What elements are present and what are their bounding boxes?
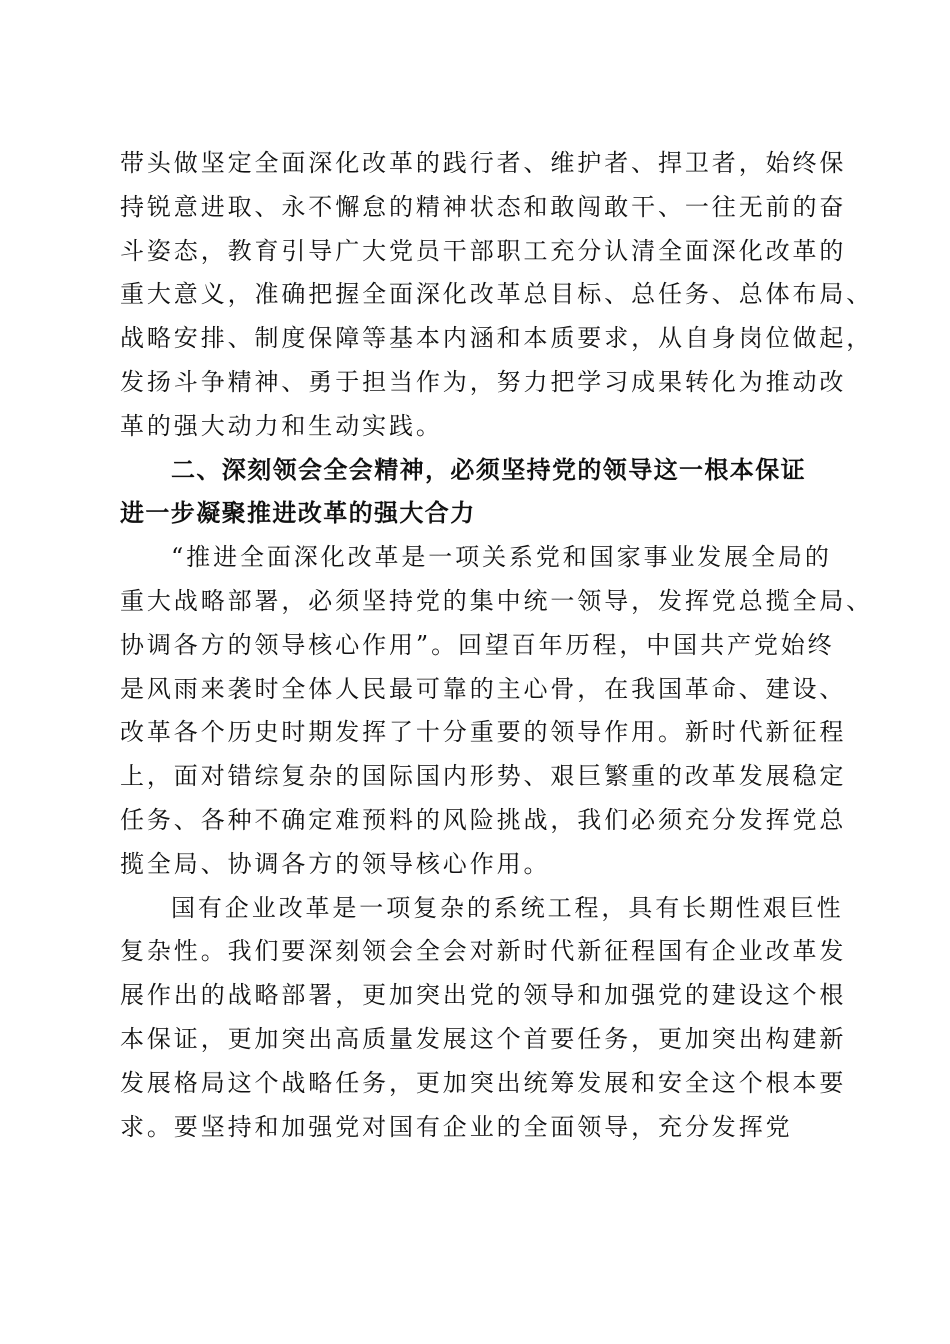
text-line: 国有企业改革是一项复杂的系统工程，具有长期性艰巨性 [171, 893, 844, 922]
text-line: 上，面对错综复杂的国际国内形势、艰巨繁重的改革发展稳定 [120, 762, 847, 791]
text-line: 展作出的战略部署，更加突出党的领导和加强党的建设这个根 [120, 981, 847, 1010]
section-heading [120, 449, 832, 537]
text-line: 协调各方的领导核心作用”。回望百年历程，中国共产党始终 [120, 630, 835, 659]
text-line: 革的强大动力和生动实践。 [120, 411, 443, 440]
paragraph-1 [120, 142, 874, 449]
text-line: 本保证，更加突出高质量发展这个首要任务，更加突出构建新 [120, 1024, 847, 1053]
text-line: 发扬斗争精神、勇于担当作为，努力把学习成果转化为推动改 [120, 367, 847, 396]
text-line: 持锐意进取、永不懈怠的精神状态和敢闯敢干、一往无前的奋 [120, 192, 847, 221]
text-line: 是风雨来袭时全体人民最可靠的主心骨，在我国革命、建设、 [120, 674, 847, 703]
text-line: 求。要坚持和加强党对国有企业的全面领导，充分发挥党 [120, 1112, 793, 1141]
text-line: 带头做坚定全面深化改革的践行者、维护者、捍卫者，始终保 [120, 149, 847, 177]
text-line: “推进全面深化改革是一项关系党和国家事业发展全局的 [171, 543, 832, 572]
text-line: 揽全局、协调各方的领导核心作用。 [120, 849, 551, 878]
text-line: 战略安排、制度保障等基本内涵和本质要求，从自身岗位做起， [120, 324, 874, 353]
heading-line: 进一步凝聚推进改革的强大合力 [120, 499, 476, 528]
paragraph-3 [120, 887, 847, 1150]
text-line: 斗姿态，教育引导广大党员干部职工充分认清全面深化改革的 [120, 236, 847, 265]
text-line: 任务、各种不确定难预料的风险挑战，我们必须充分发挥党总 [120, 805, 847, 834]
text-line: 复杂性。我们要深刻领会全会对新时代新征程国有企业改革发 [120, 937, 847, 966]
document-body [120, 142, 874, 1149]
text-line: 改革各个历史时期发挥了十分重要的领导作用。新时代新征程 [120, 718, 847, 747]
text-line: 发展格局这个战略任务，更加突出统筹发展和安全这个根本要 [120, 1068, 847, 1097]
heading-line: 二、深刻领会全会精神，必须坚持党的领导这一根本保证 [171, 455, 806, 484]
text-line: 重大意义，准确把握全面深化改革总目标、总任务、总体布局、 [120, 280, 874, 309]
paragraph-2 [120, 536, 874, 886]
text-line: 重大战略部署，必须坚持党的集中统一领导，发挥党总揽全局、 [120, 586, 874, 615]
